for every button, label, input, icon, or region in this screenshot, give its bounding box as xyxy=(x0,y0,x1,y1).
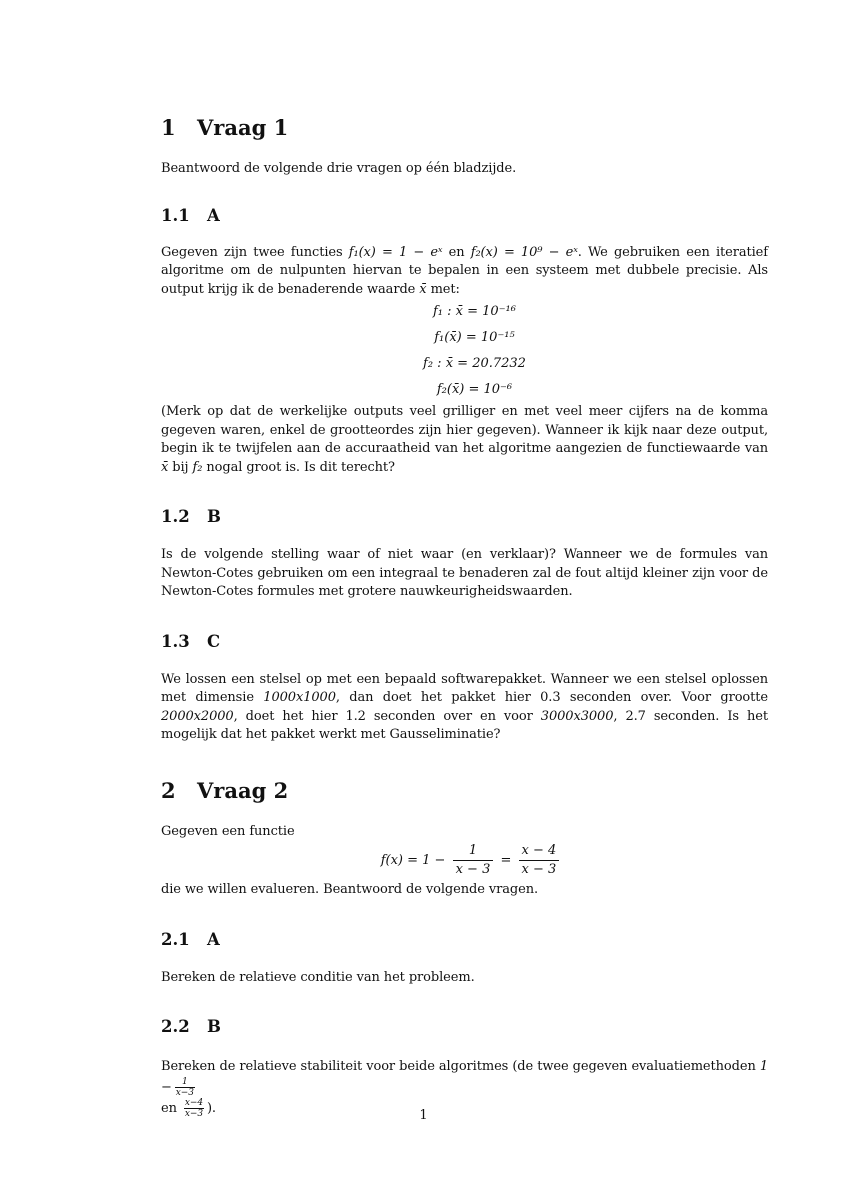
section-1-intro: Beantwoord de volgende drie vragen op één bladzijde. xyxy=(161,161,517,176)
paragraph-1-3 xyxy=(161,671,768,745)
section-title: Vraag 1 xyxy=(197,115,289,140)
formula-f2: f₂(x) = 10⁹ − eˣ xyxy=(470,244,578,260)
page-content xyxy=(161,110,768,1119)
text-span: nogal groot is. Is dit terecht? xyxy=(202,459,395,475)
text-span: We lossen een stelsel op met een bepaald softwarepakket. Wanneer we een stelsel oplossen met dimensie xyxy=(161,671,768,705)
equation-array xyxy=(161,299,768,403)
subsection-heading-2-1 xyxy=(161,927,768,953)
subsection-number: 2.1 xyxy=(161,929,190,949)
dimension-1000: 1000x1000 xyxy=(263,690,336,705)
equation-line: f₂(x̄) = 10⁻⁶ xyxy=(436,382,513,397)
fraction-denominator: x−3 xyxy=(175,1088,194,1098)
paragraph-1-2: Is de volgende stelling waar of niet waar (en verklaar)? Wanneer we de formules van Newton-Cotes gebruiken om een integraal te benaderen zal de fout altijd kleiner zijn voor de Newton-Cotes formules met grotere nauwkeurigheidswaarden. xyxy=(161,547,768,599)
fraction-numerator: 1 xyxy=(175,1077,195,1088)
text-span: (Merk op dat de werkelijke outputs veel grilliger en met veel meer cijfers na de komma gegeven waren, enkel de grootteordes zijn hier gegeven). Wanneer ik kijk naar deze output, begin ik te twijfelen aan de accuraatheid van het algoritme aangezien de functiewaarde van xyxy=(161,404,768,456)
subsection-number: 1.3 xyxy=(161,631,190,651)
subsection-heading-2-2 xyxy=(161,1014,768,1040)
subsection-heading-1-1 xyxy=(161,203,768,229)
dimension-3000: 3000x3000 xyxy=(540,708,614,724)
text-span: ). xyxy=(206,1101,216,1116)
fraction-numerator: 1 xyxy=(453,843,494,861)
subsection-number: 2.2 xyxy=(161,1017,190,1036)
fraction-denominator: x − 3 xyxy=(455,862,491,877)
text-span: Gegeven zijn twee functies xyxy=(161,244,349,260)
dimension-2000: 2000x2000 xyxy=(161,708,234,724)
paragraph-2-1: Bereken de relatieve conditie van het probleem. xyxy=(161,969,475,985)
fraction-x-4-over-x-3 xyxy=(519,843,560,878)
section-title: Vraag 2 xyxy=(197,777,289,803)
subsection-title: A xyxy=(207,929,220,949)
page-number: 1 xyxy=(419,1108,428,1123)
subsection-title: B xyxy=(207,1017,221,1036)
symbol-xbar: x̄ xyxy=(419,281,427,297)
section-heading-2 xyxy=(161,773,768,809)
text-span: en xyxy=(442,244,471,260)
fraction-denominator: x − 3 xyxy=(521,862,557,877)
subsection-title: B xyxy=(207,507,221,526)
section-number: 2 xyxy=(161,777,176,803)
subsection-title: C xyxy=(207,631,221,651)
fraction-1-over-x-3 xyxy=(453,843,494,878)
subsection-heading-1-2 xyxy=(161,504,768,530)
symbol-xbar: x̄ xyxy=(161,459,169,475)
paragraph-1-1-b xyxy=(161,403,768,477)
fraction-denominator: x−3 xyxy=(184,1109,203,1119)
subsection-number: 1.2 xyxy=(161,507,190,526)
text-span: bij xyxy=(168,459,193,475)
inline-fraction-1 xyxy=(175,1077,195,1098)
subsection-title: A xyxy=(207,205,220,225)
text-span: met: xyxy=(426,281,460,297)
formula-f1: f₁(x) = 1 − eˣ xyxy=(348,244,443,260)
text-span: Bereken de relatieve stabiliteit voor beide algoritmes (de twee gegeven evaluatiemethoden xyxy=(161,1059,760,1074)
subsection-number: 1.1 xyxy=(161,205,190,225)
expression-1: 1 − xyxy=(161,1059,768,1095)
section-2-after: die we willen evalueren. Beantwoord de volgende vragen. xyxy=(161,882,538,897)
equals-sign: = xyxy=(500,853,512,868)
paragraph-1-1-a xyxy=(161,244,768,300)
fraction-numerator: x − 4 xyxy=(519,843,560,861)
text-span: en xyxy=(161,1101,181,1116)
display-equation-f xyxy=(161,841,768,881)
text-span: , 2.7 seconden. Is het mogelijk dat het pakket werkt met Gausseliminatie? xyxy=(161,708,768,742)
symbol-f2: f₂ xyxy=(192,459,203,475)
text-span: , doet het hier 1.2 seconden over en voor xyxy=(233,708,541,724)
equation-lhs: f(x) = 1 − xyxy=(380,853,446,868)
section-2-intro: Gegeven een functie xyxy=(161,823,295,839)
section-number: 1 xyxy=(161,115,176,140)
text-span: , dan doet het pakket hier 0.3 seconden over. Voor grootte xyxy=(335,690,768,705)
text-span: . We gebruiken een iteratief algoritme om de nulpunten hiervan te bepalen in een systeem met dubbele precisie. Als output krijg ik de benaderende waarde xyxy=(161,244,768,297)
fraction-numerator: x−4 xyxy=(184,1098,203,1108)
equation-line: f₁ : x̄ = 10⁻¹⁶ xyxy=(433,304,516,319)
equation-line: f₂ : x̄ = 20.7232 xyxy=(423,356,526,371)
section-heading-1 xyxy=(161,110,768,146)
equation-line: f₁(x̄) = 10⁻¹⁵ xyxy=(434,330,515,345)
subsection-heading-1-3 xyxy=(161,629,768,655)
